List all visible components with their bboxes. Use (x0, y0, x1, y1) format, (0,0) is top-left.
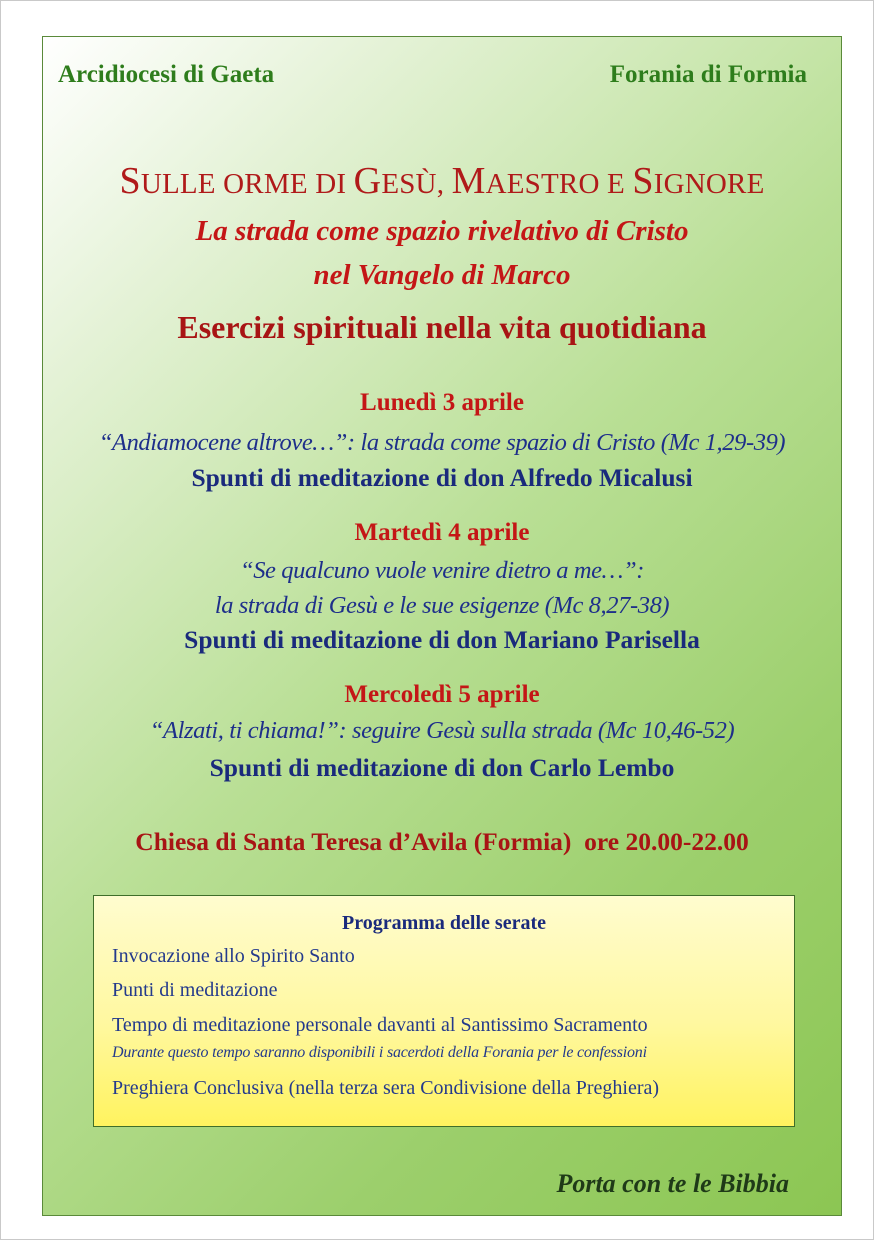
program-item-1: Invocazione allo Spirito Santo (112, 945, 355, 967)
day-2-speaker: Spunti di meditazione di don Mariano Parisella (184, 625, 700, 654)
day-3-quote: “Alzati, ti chiama!”: seguire Gesù sulla strada (Mc 10,46-52) (149, 717, 735, 744)
subtitle-line-1: La strada come spazio rivelativo di Cristo (195, 215, 689, 247)
day-1-speaker: Spunti di meditazione di don Alfredo Micalusi (191, 463, 693, 492)
poster (42, 36, 842, 1216)
header-forania: Forania di Formia (609, 61, 807, 88)
subtitle-line-2: nel Vangelo di Marco (313, 259, 571, 291)
day-3-speaker: Spunti di meditazione di don Carlo Lembo (209, 753, 675, 782)
location-time: Chiesa di Santa Teresa d’Avila (Formia) ore 20.00-22.00 (135, 827, 749, 856)
day-2-quote-line-1: “Se qualcuno vuole venire dietro a me…”: (239, 557, 645, 584)
day-3-date: Mercoledì 5 aprile (344, 681, 540, 708)
day-1-quote: “Andiamocene altrove…”: la strada come spazio di Cristo (Mc 1,29-39) (98, 429, 786, 456)
exercise-heading: Esercizi spirituali nella vita quotidiana (177, 309, 707, 345)
day-2-date: Martedì 4 aprile (354, 519, 530, 546)
day-1-date: Lunedì 3 aprile (360, 389, 524, 416)
header-archdiocese: Arcidiocesi di Gaeta (58, 61, 275, 88)
program-item-3: Tempo di meditazione personale davanti al Santissimo Sacramento (112, 1014, 648, 1036)
program-item-4: Preghiera Conclusiva (nella terza sera Condivisione della Preghiera) (112, 1077, 660, 1099)
program-title: Programma delle serate (342, 912, 546, 934)
subtitle (43, 209, 841, 297)
main-title: SULLE ORME DI GESÙ, MAESTRO E SIGNORE (119, 160, 765, 202)
program-box (93, 895, 795, 1127)
program-note: Durante questo tempo saranno disponibili i sacerdoti della Forania per le confessioni (112, 1044, 647, 1061)
bible-reminder: Porta con te le Bibbia (556, 1169, 789, 1198)
day-2-quote-line-2: la strada di Gesù e le sue esigenze (Mc 8,27-38) (214, 592, 670, 619)
program-item-2: Punti di meditazione (112, 979, 278, 1001)
